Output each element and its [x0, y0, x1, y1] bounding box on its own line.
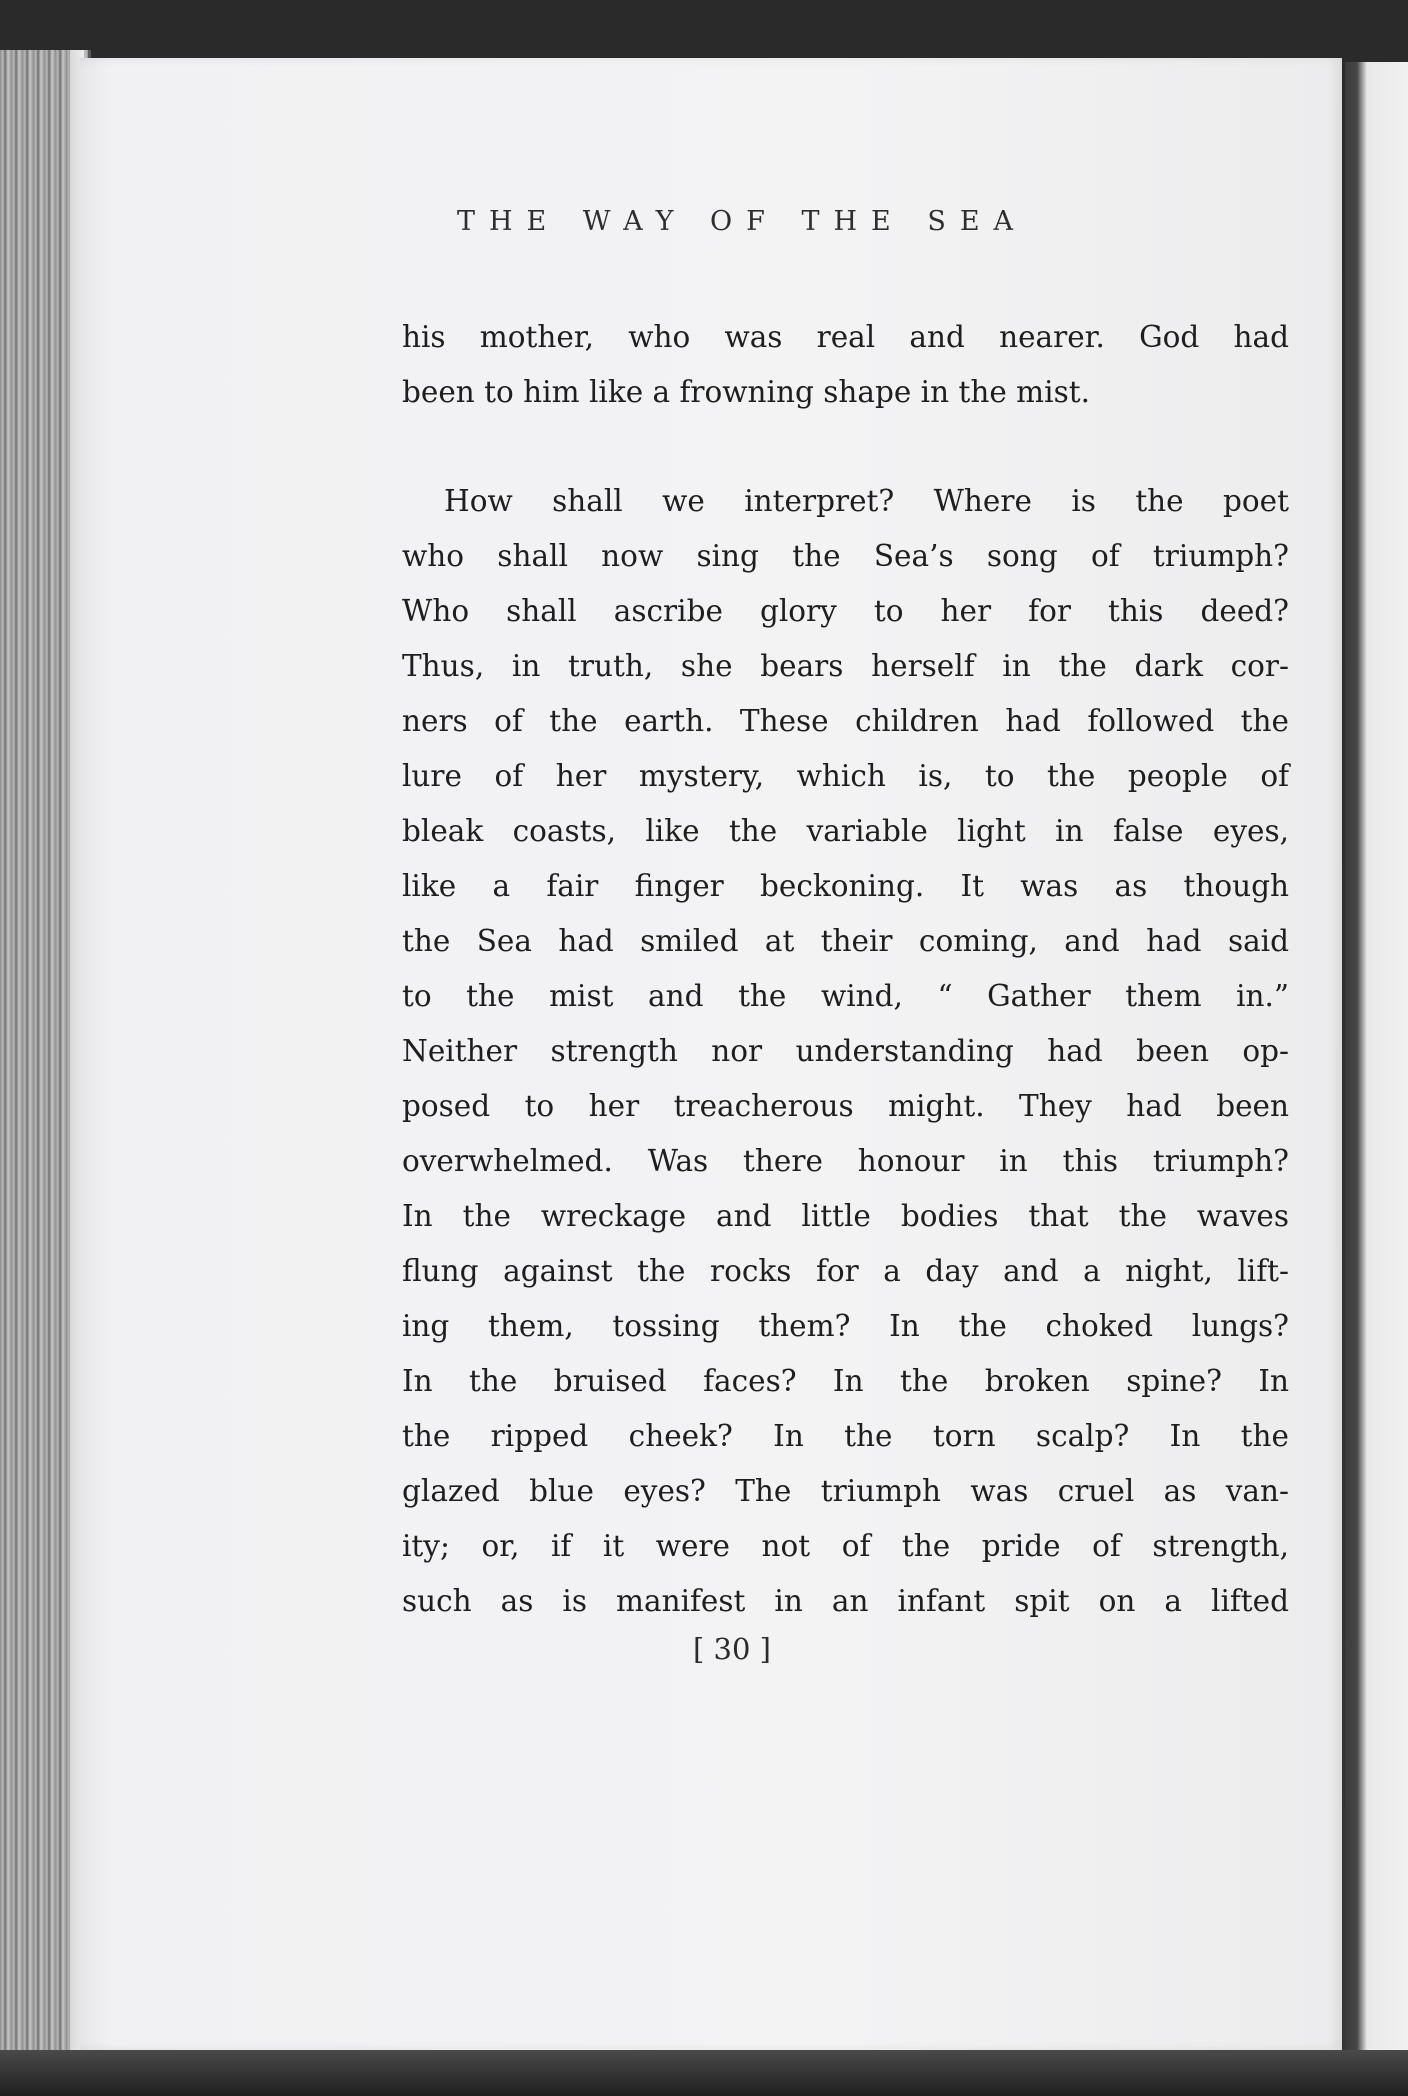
text-line: ners of the earth. These children had followed the	[402, 704, 1289, 738]
text-line: bleak coasts, like the variable light in false eyes,	[402, 814, 1289, 848]
text-line: to the mist and the wind, “ Gather them in.”	[402, 979, 1289, 1013]
text-line: ity; or, if it were not of the pride of strength,	[402, 1529, 1289, 1563]
text-line: glazed blue eyes? The triumph was cruel as van-	[402, 1474, 1289, 1508]
text-line: Neither strength nor understanding had been op-	[402, 1034, 1289, 1068]
text-line: flung against the rocks for a day and a night, lift-	[402, 1254, 1289, 1288]
facing-page-edge	[1345, 62, 1408, 2057]
text-line: Who shall ascribe glory to her for this deed?	[402, 594, 1289, 628]
page-number: [ 30 ]	[693, 1632, 771, 1666]
text-line: How shall we interpret? Where is the poet	[444, 484, 1289, 518]
text-line: like a fair finger beckoning. It was as though	[402, 869, 1289, 903]
text-line: been to him like a frowning shape in the mist.	[402, 375, 1090, 409]
text-line: Thus, in truth, she bears herself in the dark cor-	[402, 649, 1289, 683]
running-head: THE WAY OF THE SEA	[456, 206, 1028, 237]
text-line: overwhelmed. Was there honour in this triumph?	[402, 1144, 1289, 1178]
text-line: lure of her mystery, which is, to the people of	[402, 759, 1289, 793]
text-line: the ripped cheek? In the torn scalp? In the	[402, 1419, 1289, 1453]
book-page	[80, 58, 1342, 2050]
paragraph-gap	[402, 420, 1289, 474]
text-line: his mother, who was real and nearer. God had	[402, 320, 1289, 354]
body-text	[402, 310, 1289, 1629]
text-line: who shall now sing the Sea’s song of triumph?	[402, 539, 1289, 573]
text-line: ing them, tossing them? In the choked lungs?	[402, 1309, 1289, 1343]
text-line: the Sea had smiled at their coming, and had said	[402, 924, 1289, 958]
text-line: In the bruised faces? In the broken spine? In	[402, 1364, 1289, 1398]
text-line: posed to her treacherous might. They had been	[402, 1089, 1289, 1123]
text-line: In the wreckage and little bodies that the waves	[402, 1199, 1289, 1233]
text-line: such as is manifest in an infant spit on a lifted	[402, 1584, 1289, 1618]
page-edge-stack	[0, 50, 91, 2055]
bottom-edge	[0, 2050, 1408, 2096]
